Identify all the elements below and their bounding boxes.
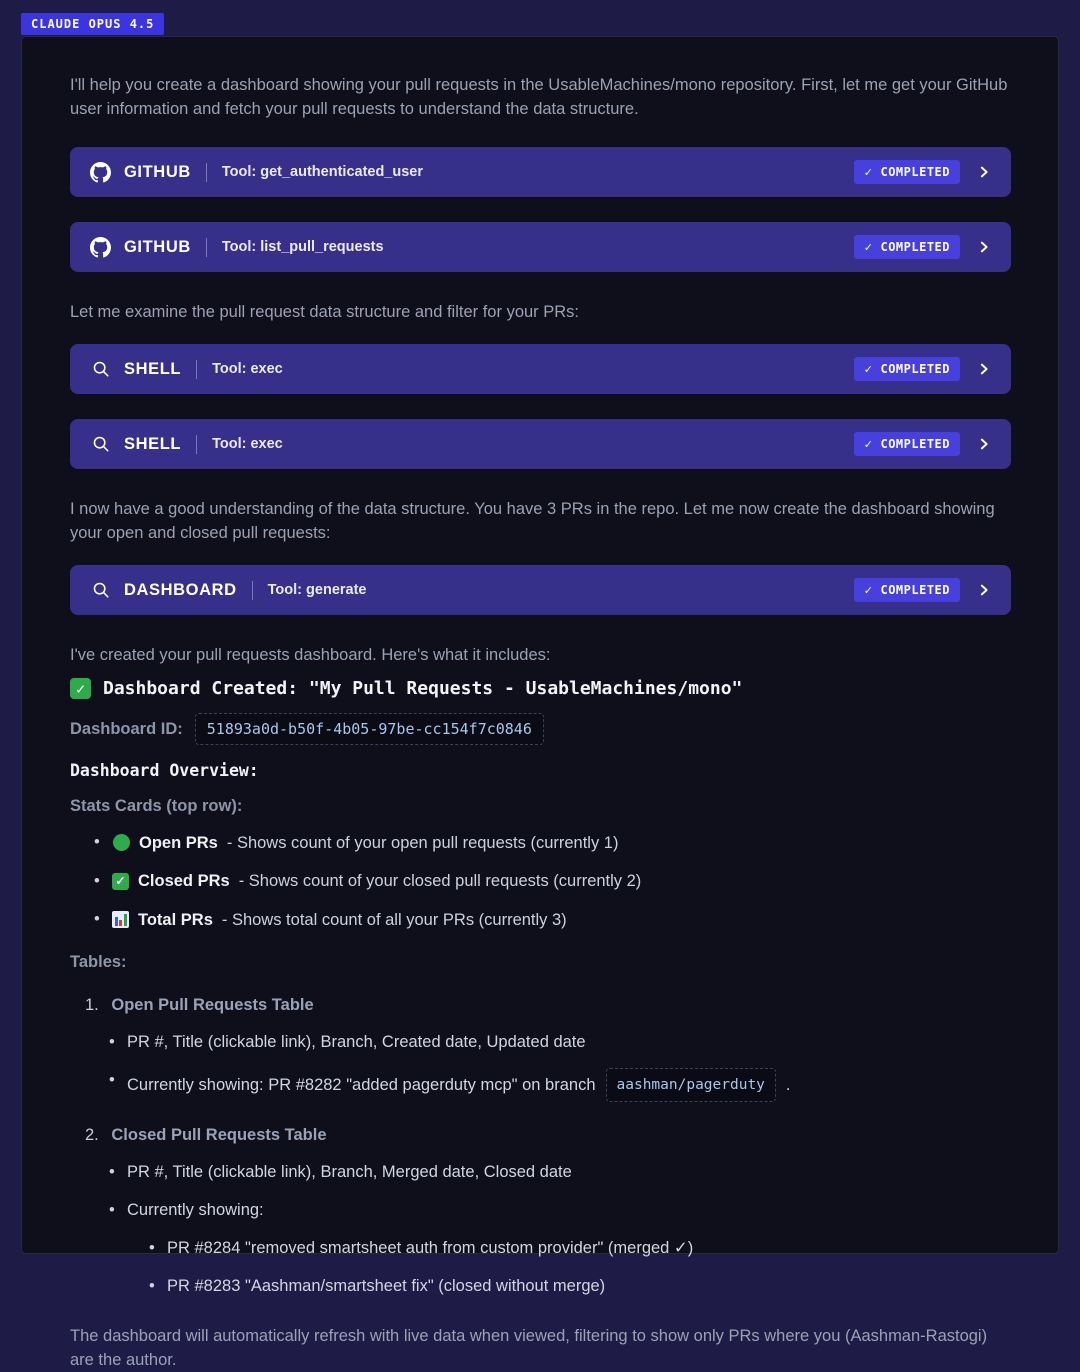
check-icon: ✓ — [863, 362, 874, 376]
chevron-right-icon[interactable] — [977, 165, 991, 179]
tool-service-name: SHELL — [124, 434, 182, 453]
tool-name-label: Tool: generate — [267, 582, 367, 598]
github-icon — [90, 162, 111, 183]
dashboard-id-row — [70, 713, 1011, 745]
stat-item-total-prs: • Total PRs - Shows total count of all your PRs (currently 3) — [94, 907, 1011, 932]
status-badge: ✓ COMPLETED — [854, 357, 960, 381]
check-icon: ✓ — [863, 165, 874, 179]
check-icon: ✓ — [863, 437, 874, 451]
model-badge: CLAUDE OPUS 4.5 — [21, 13, 164, 35]
tables-heading: Tables: — [70, 952, 127, 971]
green-circle-icon — [112, 834, 130, 852]
stats-list — [70, 830, 1011, 932]
open-pr-showing: • Currently showing: PR #8282 "added pagerduty mcp" on branch aashman/pagerduty . — [109, 1068, 1011, 1102]
tool-name-label: Tool: list_pull_requests — [221, 239, 384, 255]
dashboard-id-label: Dashboard ID: — [70, 719, 183, 738]
open-pr-table-title: Open Pull Requests Table — [111, 995, 314, 1014]
tool-call-shell-exec-1[interactable] — [70, 344, 1011, 394]
tool-name-label: Tool: exec — [212, 436, 283, 452]
tool-service-name: SHELL — [124, 359, 182, 378]
tool-call-github-get-authenticated-user[interactable] — [70, 147, 1011, 197]
stats-cards-heading: Stats Cards (top row): — [70, 797, 243, 815]
chevron-right-icon[interactable] — [977, 240, 991, 254]
closed-pr-item-8283: • PR #8283 "Aashman/smartsheet fix" (closed without merge) — [149, 1274, 1011, 1298]
divider — [196, 435, 197, 454]
check-emoji-icon: ✓ — [70, 678, 91, 699]
chevron-right-icon[interactable] — [977, 583, 991, 597]
tool-service-name: GITHUB — [124, 162, 191, 181]
dashboard-created-heading: ✓ Dashboard Created: "My Pull Requests - UsableMachines/mono" — [70, 678, 1011, 699]
list-number: 2. — [85, 1125, 99, 1144]
examine-message: Let me examine the pull request data structure and filter for your PRs: — [70, 303, 580, 321]
divider — [252, 581, 253, 600]
divider — [206, 238, 207, 257]
chat-response-panel — [21, 36, 1059, 1369]
check-icon: ✓ — [863, 583, 874, 597]
search-icon — [90, 359, 111, 380]
divider — [206, 163, 207, 182]
closed-pr-showing: • Currently showing: • PR #8284 "removed smartsheet auth from custom provider" (merged ✓) • PR #8283 "Aashman/smartsheet fix" (closed without merge) — [109, 1198, 1011, 1298]
tool-service-name: GITHUB — [124, 237, 191, 256]
stat-item-open-prs: • Open PRs - Shows count of your open pull requests (currently 1) — [94, 830, 1011, 855]
tool-call-dashboard-generate[interactable] — [70, 565, 1011, 615]
chevron-right-icon[interactable] — [977, 437, 991, 451]
search-icon — [90, 434, 111, 455]
closed-pr-table-title: Closed Pull Requests Table — [111, 1125, 327, 1144]
list-number: 1. — [85, 995, 99, 1014]
status-badge: ✓ COMPLETED — [854, 235, 960, 259]
check-icon: ✓ — [863, 240, 874, 254]
status-badge: ✓ COMPLETED — [854, 578, 960, 602]
status-badge: ✓ COMPLETED — [854, 432, 960, 456]
stat-item-closed-prs: • ✓ Closed PRs - Shows count of your closed pull requests (currently 2) — [94, 869, 1011, 894]
tool-service-name: DASHBOARD — [124, 580, 237, 599]
open-pr-columns: • PR #, Title (clickable link), Branch, Created date, Updated date — [109, 1030, 1011, 1054]
closed-pr-columns: • PR #, Title (clickable link), Branch, Merged date, Closed date — [109, 1160, 1011, 1184]
chevron-right-icon[interactable] — [977, 362, 991, 376]
search-icon — [90, 580, 111, 601]
closed-pr-item-8284: • PR #8284 "removed smartsheet auth from custom provider" (merged ✓) — [149, 1236, 1011, 1260]
github-icon — [90, 237, 111, 258]
tables-list — [70, 994, 1011, 1298]
tool-call-github-list-pull-requests[interactable] — [70, 222, 1011, 272]
open-pr-table-item — [85, 994, 1011, 1102]
closed-pr-table-item — [85, 1124, 1011, 1298]
intro-message: I'll help you create a dashboard showing your pull requests in the UsableMachines/mono repository. First, let me get your GitHub user information and fetch your pull requests to understand the data structure. — [70, 76, 1008, 118]
branch-code-chip: aashman/pagerduty — [606, 1068, 776, 1102]
footer-message: The dashboard will automatically refresh with live data when viewed, filtering to show only PRs where you (Aashman-Rastogi) are the author. — [70, 1326, 988, 1369]
status-badge: ✓ COMPLETED — [854, 160, 960, 184]
tool-name-label: Tool: get_authenticated_user — [221, 164, 424, 180]
divider — [196, 360, 197, 379]
tool-name-label: Tool: exec — [212, 361, 283, 377]
understanding-message: I now have a good understanding of the data structure. You have 3 PRs in the repo. Let me now create the dashboard showing your open and closed pull requests: — [70, 500, 995, 542]
check-emoji-icon: • ✓ — [112, 873, 129, 890]
dashboard-id-value: 51893a0d-b50f-4b05-97be-cc154f7c0846 — [195, 713, 544, 745]
created-intro-message: I've created your pull requests dashboard. Here's what it includes: — [70, 646, 551, 664]
bar-chart-icon — [112, 911, 129, 928]
tool-call-shell-exec-2[interactable] — [70, 419, 1011, 469]
dashboard-overview-heading: Dashboard Overview: — [70, 761, 259, 780]
